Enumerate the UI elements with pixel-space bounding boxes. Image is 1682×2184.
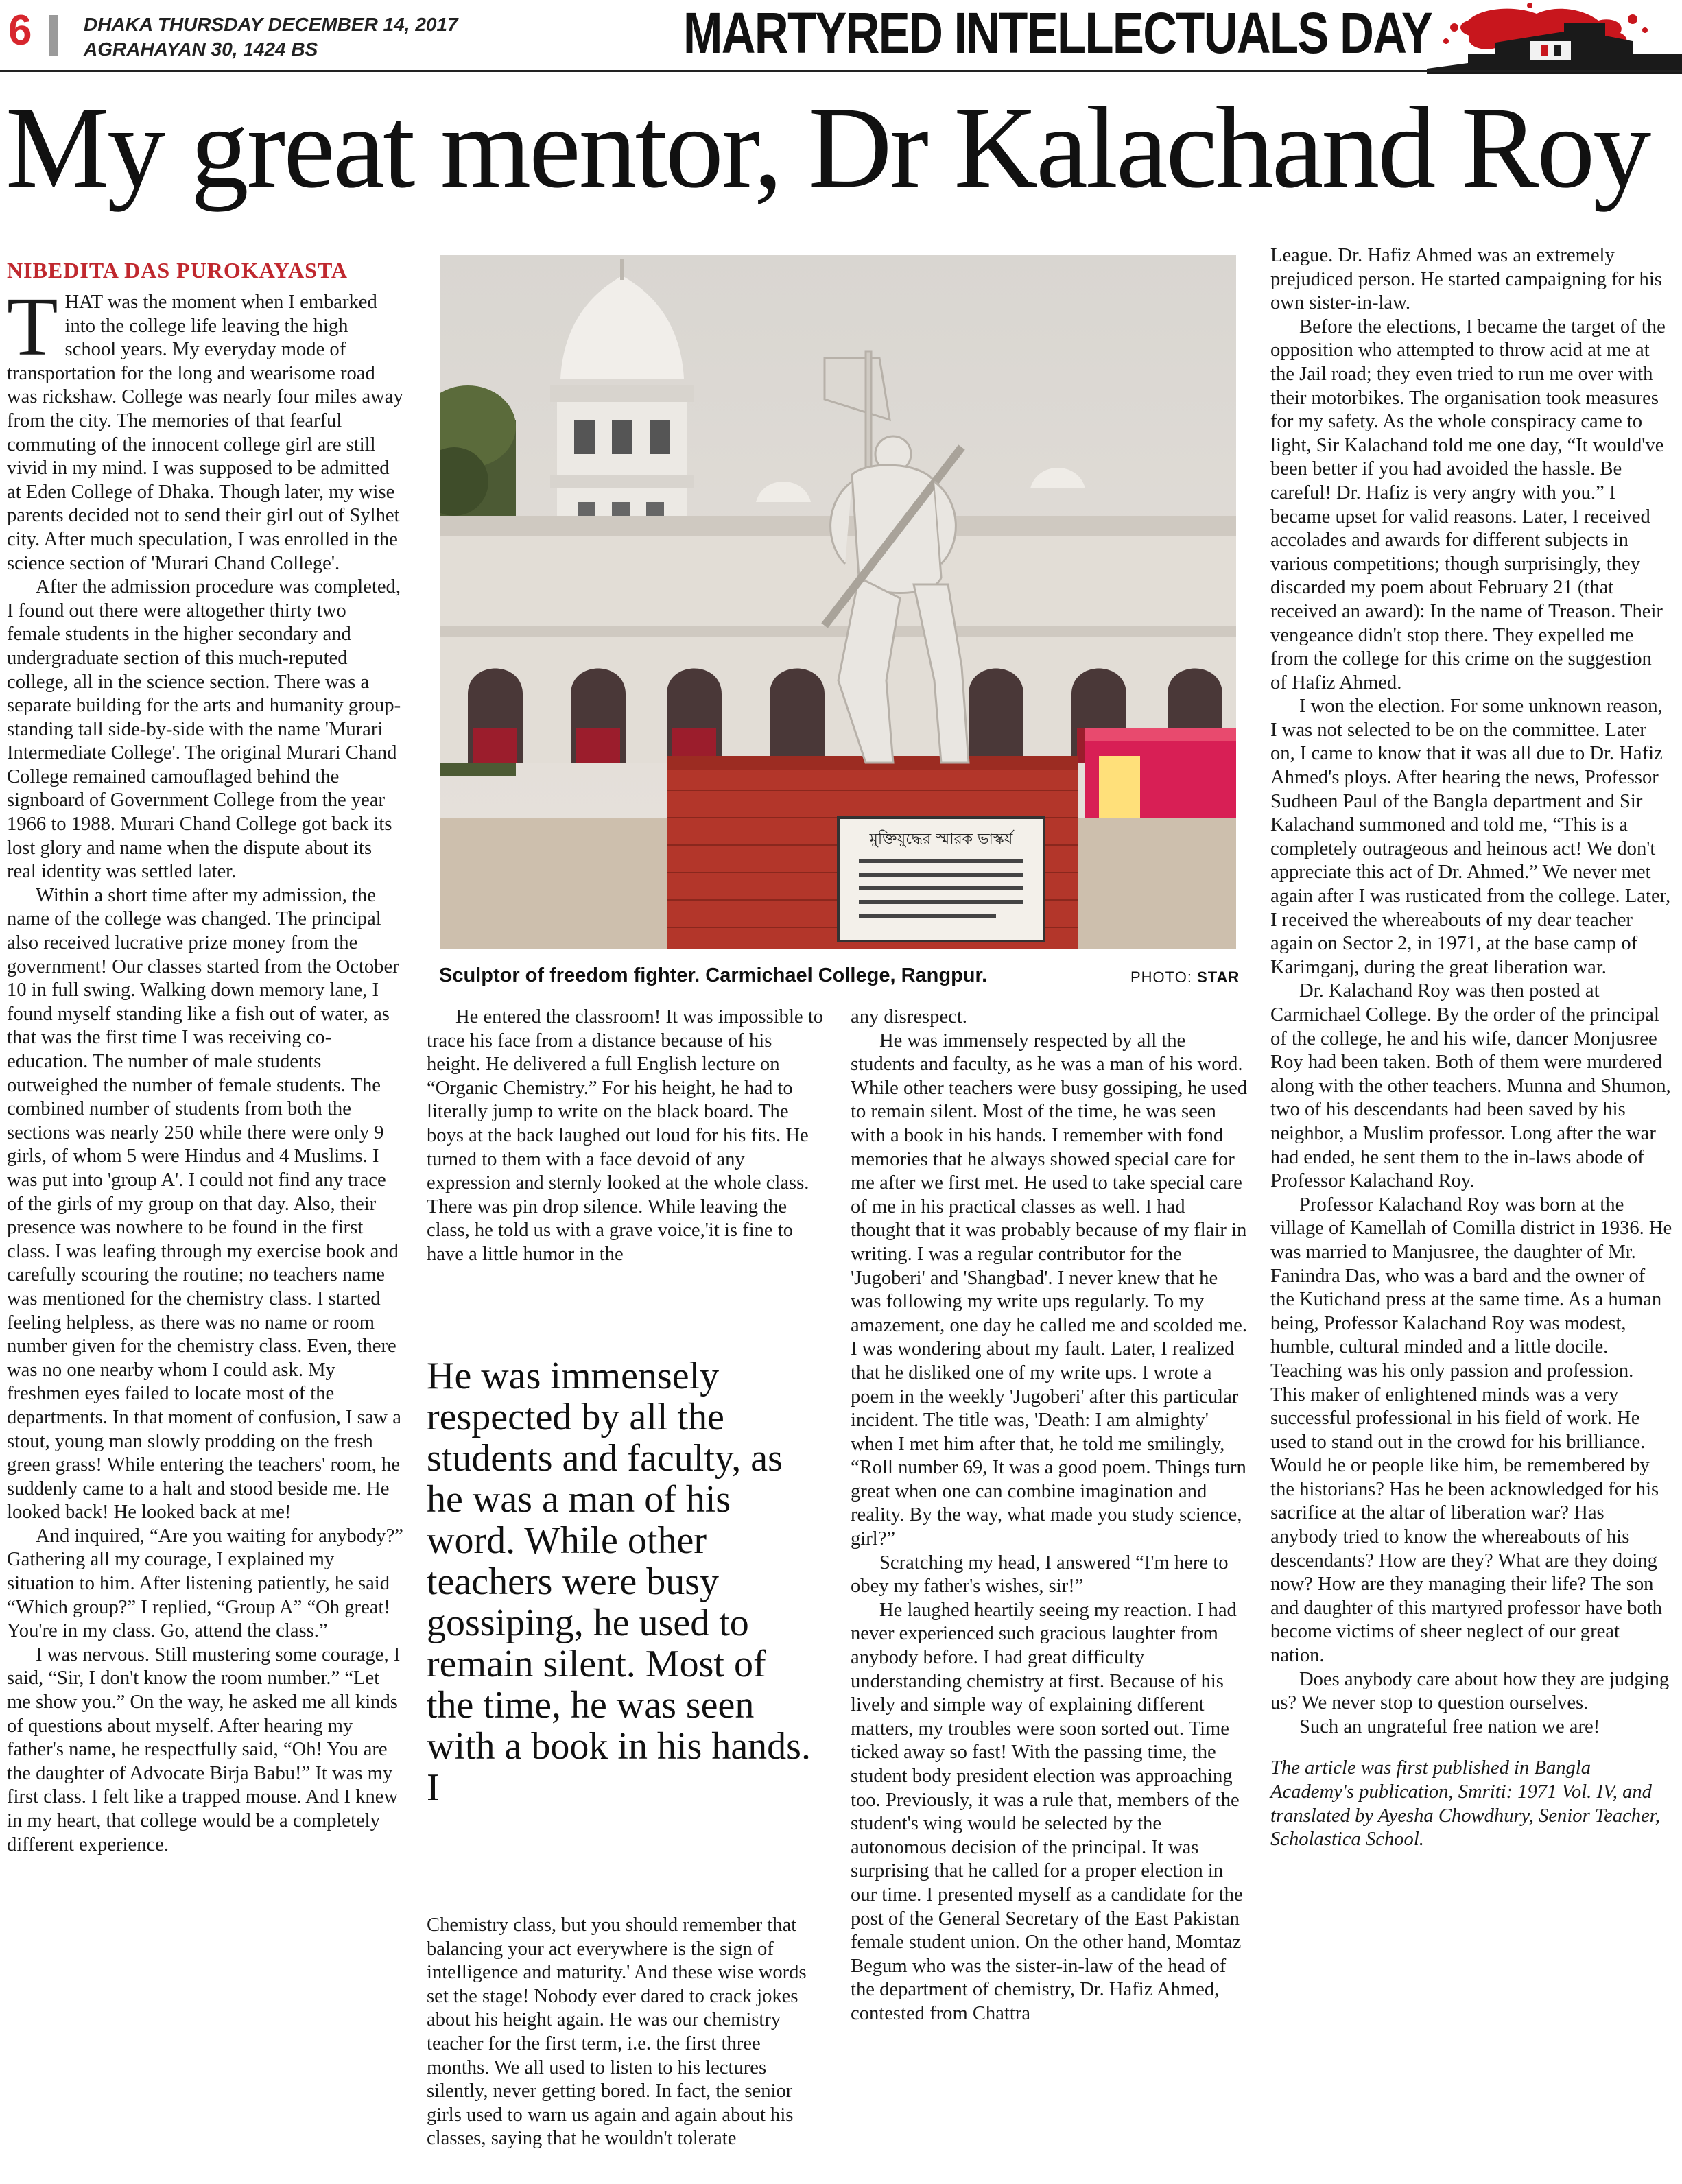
article-paragraph: Scratching my head, I answered “I'm here to obey my father's wishes, sir!”	[851, 1552, 1229, 1598]
article-paragraph: He entered the classroom! It was impossible to trace his face from a distance because of his height. He delivered a full English lecture on “Organic Chemistry.” For his height, he had to literally jump to write on the black board. The boys at the back laughed out loud for his fits. He turned to them with a face devoid of any expression and sternly looked at the whole class. There was pin drop silence. While leaving the class, he told us with a grave voice,'it is fine to have a little humor in the	[427, 1006, 823, 1265]
article-column-1	[7, 281, 403, 1857]
article-paragraph: He was immensely respected by all the students and faculty, as he was a man of his word. While other teachers were busy gossiping, he used to remain silent. Most of the time, he was seen with a book in his hands. I remember with fond memories that he always showed special care for me after we first met. He used to take special care of me in his practical classes as well. I had thought that it was probably because of my flair in writing. I was a regular contributor for the 'Jugoberi' and 'Shangbad'. I never knew that he was following my write ups regularly. To my amazement, one day he called me and scolded me. I was wondering about my fault. Later, I realized that he disliked one of my write ups. I wrote a poem in the weekly 'Jugoberi' after this particular incident. The title was, 'Death: I am almighty' when I met him after that, he told me smilingly, “Roll number 69, It was a good poem. Things turn great when one can combine imagination and reality. By the way, what made you study science, girl?”	[851, 1030, 1248, 1550]
article-paragraph: Before the elections, I became the target of the opposition who attempted to throw acid at me at the Jail road; they even tried to run me over with their motorbikes. The organisation took measures for my safety. As the whole conspiracy came to light, Sir Kalachand told me one day, “It would've been better if you had avoided the hassle. Be careful! Dr. Hafiz is very angry with you.” I became upset for valid reasons. Later, I received accolades and awards for different subjects in various competitions; though surprisingly, they discarded my poem about February 21 (that received an award): In the name of Treason. Their vengeance didn't stop there. They expelled me from the college for this crime on the suggestion of Hafiz Ahmed.	[1270, 316, 1666, 693]
article-paragraph: After the admission procedure was completed, I found out there were altogether thirty two female students in the higher secondary and undergraduate section of this much-reputed college, all in the science section. There was a separate building for the arts and humanity group-standing tall side-by-side with the name 'Murari Intermediate College'. The original Murari Chand College remained camouflaged behind the signboard of Government College from the year 1966 to 1988. Murari Chand College got back its lost glory and name when the dispute about its real identity was settled later.	[7, 576, 401, 883]
article-paragraph: He laughed heartily seeing my reaction. I had never experienced such gracious laughter from anybody before. I had great difficulty understanding chemistry at first. Because of his lively and simple way of explaining different matters, my troubles were soon sorted out. Time ticked away so fast! With the passing time, the student body president election was approaching too. Previously, it was a rule that, members of the student's wing would be selected by the autonomous decision of the principal. It was surprising that he called for a proper election in our time. I presented myself as a candidate for the post of the General Secretary of the East Pakistan female student union. On the other hand, Momtaz Begum who was the sister-in-law of the head of the department of chemistry, Dr. Hafiz Ahmed, contested from Chattra	[851, 1599, 1243, 2024]
article-column-3	[851, 1006, 1248, 2026]
article-paragraph: Does anybody care about how they are judging us? We never stop to question ourselves.	[1270, 1668, 1670, 1714]
article-paragraph: any disrespect.	[851, 1006, 967, 1028]
article-column-2	[427, 1006, 823, 1267]
paragraph-text: HAT was the moment when I embarked into the college life leaving the high school years. My everyday mode of transportation for the long and wearisome road was rickshaw. College was nearly four miles away from the city. The memories of that fearful commuting of the innocent college girl are still vivid in my mind. I was supposed to be admitted at Eden College of Dhaka. Though later, my wise parents decided not to send their girl out of Sylhet city. After much speculation, I was enrolled in the science section of 'Murari Chand College'.	[7, 292, 403, 574]
article-paragraph	[7, 281, 403, 575]
drop-cap: T	[7, 281, 58, 373]
article-column-2-continued	[427, 1914, 823, 2151]
dateline-gregorian: DHAKA THURSDAY DECEMBER 14, 2017	[84, 14, 458, 35]
article-paragraph: I won the election. For some unknown reason, I was not selected to be on the committee. Later on, I came to know that it was all due to Dr. Hafiz Ahmed's ploys. After hearing the news, Professor Sudheen Paul of the Bangla department and Sir Kalachand summoned and told me, “This is a completely outrageous and heinous act! We don't appreciate this act of Dr. Ahmed.” We never met again after I was rusticated from the college. Later, I received the whereabouts of my dear teacher again on Sector 2, in 1971, at the base camp of Karimganj, during the great liberation war.	[1270, 696, 1671, 978]
article-paragraph: Dr. Kalachand Roy was then posted at Carmichael College. By the order of the principal of the college, he and his wife, dancer Monjusree Roy had been taken. Both of them were murdered along with the other teachers. Munna and Shumon, two of his descendants had been saved by his neighbor, a Muslim professor. Long after the war had ended, he sent them to the in-laws abode of Professor Kalachand Roy.	[1270, 980, 1671, 1192]
headline: My great mentor, Dr Kalachand Roy	[5, 83, 1650, 212]
article-paragraph: I was nervous. Still mustering some courage, I said, “Sir, I don't know the room number.” “Let me show you.” On the way, he asked me all kinds of questions about myself. After hearing my father's name, he respectfully said, “Oh! You are the daughter of Advocate Birja Babu!” It was my first class. I felt like a trapped mouse. And I knew in my heart, that college would be a completely different experience.	[7, 1643, 401, 1855]
article-column-4	[1270, 244, 1672, 1852]
plaque-text: মুক্তিযুদ্ধের স্মারক ভাস্কর্য	[869, 831, 1013, 848]
brick-pedestal-icon	[667, 756, 1078, 949]
header-rule	[0, 70, 1682, 72]
tent-icon	[1085, 728, 1236, 818]
dateline	[84, 12, 458, 62]
article-paragraph: Such an ungrateful free nation we are!	[1299, 1716, 1600, 1737]
article-paragraph: League. Dr. Hafiz Ahmed was an extremely prejudiced person. He started campaigning for his own sister-in-law.	[1270, 245, 1662, 314]
photo-credit-source: STAR	[1197, 969, 1240, 986]
photo-credit-label: PHOTO:	[1130, 969, 1198, 986]
byline: NIBEDITA DAS PUROKAYASTA	[7, 258, 348, 283]
page-number: 6	[8, 7, 32, 54]
dateline-bengali: AGRAHAYAN 30, 1424 BS	[84, 38, 318, 60]
section-logo	[1427, 0, 1682, 75]
article-photo	[440, 255, 1236, 949]
section-title: MARTYRED INTELLECTUALS DAY	[683, 1, 1432, 65]
page-number-divider	[49, 15, 58, 56]
article-paragraph: Within a short time after my admission, the name of the college was changed. The principal also received lucrative prize money from the government! Our classes started from the October 10 in full swing. Walking down memory lane, I found myself standing like a fish out of water, as that was the first time I was receiving co-education. The number of male students outweighed the number of female students. The combined number of students from both the sections was nearly 250 while there were only 9 girls, of whom 5 were Hindus and 4 Muslims. I was put into 'group A'. I could not find any trace of the girls of my group on that day. Also, their presence was nowhere to be found in the first class. I was leafing through my exercise book and carefully scouring the routine; no teachers name was mentioned for the chemistry class. I started feeling helpless, as there was no name or room number given for the chemistry class. Even, there was no one nearby whom I could ask. My freshmen eyes failed to locate most of the departments. In that moment of confusion, I saw a stout, young man slowly prodding on the fresh green grass! While entering the teachers' room, he suddenly came to a halt and stood beside me. He looked back! He looked back at me!	[7, 884, 401, 1523]
article-paragraph: And inquired, “Are you waiting for anybody?” Gathering all my courage, I explained my situation to him. After listening patiently, he said “Which group?” I replied, “Group A” “Oh great! You're in my class. Go, attend the class.”	[7, 1525, 403, 1642]
pull-quote: He was immensely respected by all the students and faculty, as he was a man of his word. While other teachers were busy gossiping, he used to remain silent. Most of the time, he was seen with a book in his hands. I	[427, 1355, 811, 1809]
article-paragraph: Chemistry class, but you should remember that balancing your act everywhere is the sign of intelligence and maturity.' And these wise words set the stage! Nobody ever dared to crack jokes about his height again. He was our chemistry teacher for the first term, i.e. the first three months. We all used to listen to his lectures silently, never getting bored. In fact, the senior girls used to warn us again and again about his classes, saying that he wouldn't tolerate	[427, 1914, 807, 2150]
article-footnote: The article was first published in Bangla Academy's publication, Smriti: 1971 Vol. IV, and translated by Ayesha Chowdhury, Senior Teacher, Scholastica School.	[1270, 1757, 1660, 1851]
photo-caption: Sculptor of freedom fighter. Carmichael College, Rangpur.	[439, 964, 988, 986]
photo-credit	[1130, 969, 1240, 986]
article-paragraph: Professor Kalachand Roy was born at the village of Kamellah of Comilla district in 1936. He was married to Manjusree, the daughter of Mr. Fanindra Das, who was a bard and the owner of the Kutichand press at the same time. As a human being, Professor Kalachand Roy was modest, humble, cultural minded and a little docile. Teaching was his only passion and profession. This maker of enlightened minds was a very successful professional in his field of work. He used to stand out in the crowd for his brilliance. Would he or people like him, be remembered by the historians? Has he been acknowledged for his sacrifice at the altar of liberation war? Has anybody tried to know the whereabouts of his descendants? How are they? What are they doing now? How are they managing their life? The son and daughter of this martyred professor have both become victims of sheer neglect of our great nation.	[1270, 1194, 1672, 1667]
